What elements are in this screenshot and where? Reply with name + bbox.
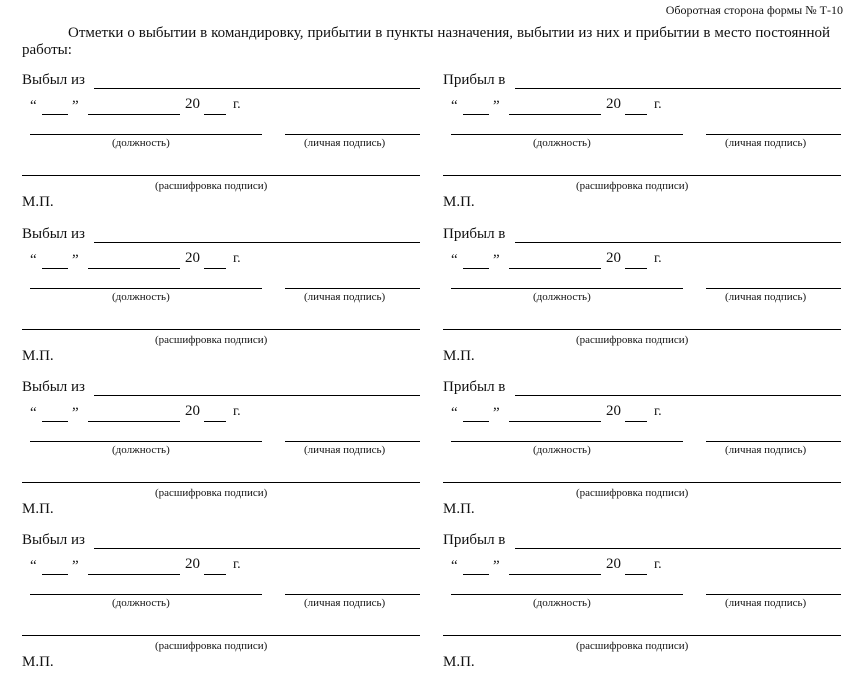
date-day-line[interactable] — [42, 421, 68, 422]
movement-label: Прибыл в — [443, 226, 506, 242]
movement-label: Выбыл из — [22, 72, 85, 88]
date-year-suffix: г. — [233, 97, 241, 112]
date-year-prefix: 20 — [606, 250, 621, 266]
date-month-line[interactable] — [88, 574, 180, 575]
form-heading: Отметки о выбытии в командировку, прибытии в пункты назначения, выбытии из них и прибытии в место постоянной работы: — [22, 25, 830, 58]
date-year-suffix: г. — [233, 251, 241, 266]
travel-mark-block — [443, 379, 855, 532]
date-year-line[interactable] — [204, 114, 226, 115]
location-line[interactable] — [515, 88, 841, 89]
signature-caption: (личная подпись) — [304, 137, 386, 149]
date-open-quote: “ — [30, 252, 37, 268]
decoding-caption: (расшифровка подписи) — [155, 640, 268, 652]
travel-mark-block — [22, 379, 442, 532]
location-line[interactable] — [515, 548, 841, 549]
date-day-line[interactable] — [463, 574, 489, 575]
stamp-label: М.П. — [22, 654, 54, 670]
date-year-prefix: 20 — [185, 250, 200, 266]
date-close-quote: ” — [493, 405, 500, 421]
date-year-line[interactable] — [204, 574, 226, 575]
decoding-line[interactable] — [22, 329, 420, 330]
movement-label: Прибыл в — [443, 379, 506, 395]
signature-line[interactable] — [285, 134, 420, 135]
decoding-caption: (расшифровка подписи) — [576, 180, 689, 192]
date-day-line[interactable] — [463, 421, 489, 422]
position-line[interactable] — [451, 288, 683, 289]
date-year-prefix: 20 — [185, 403, 200, 419]
date-close-quote: ” — [493, 98, 500, 114]
date-month-line[interactable] — [509, 114, 601, 115]
date-close-quote: ” — [72, 98, 79, 114]
date-year-line[interactable] — [204, 421, 226, 422]
date-open-quote: “ — [451, 252, 458, 268]
signature-line[interactable] — [706, 594, 841, 595]
date-open-quote: “ — [451, 98, 458, 114]
decoding-line[interactable] — [443, 635, 841, 636]
movement-label: Выбыл из — [22, 532, 85, 548]
location-line[interactable] — [94, 395, 420, 396]
position-line[interactable] — [451, 441, 683, 442]
decoding-line[interactable] — [443, 175, 841, 176]
location-line[interactable] — [94, 242, 420, 243]
signature-caption: (личная подпись) — [304, 597, 386, 609]
date-close-quote: ” — [72, 405, 79, 421]
signature-caption: (личная подпись) — [725, 597, 807, 609]
date-year-suffix: г. — [654, 251, 662, 266]
movement-label: Выбыл из — [22, 379, 85, 395]
position-line[interactable] — [30, 288, 262, 289]
date-year-suffix: г. — [654, 97, 662, 112]
date-month-line[interactable] — [509, 268, 601, 269]
signature-line[interactable] — [706, 441, 841, 442]
date-open-quote: “ — [451, 558, 458, 574]
date-year-suffix: г. — [233, 404, 241, 419]
date-day-line[interactable] — [42, 574, 68, 575]
position-line[interactable] — [451, 134, 683, 135]
date-close-quote: ” — [493, 252, 500, 268]
date-open-quote: “ — [30, 558, 37, 574]
decoding-line[interactable] — [22, 635, 420, 636]
decoding-caption: (расшифровка подписи) — [576, 334, 689, 346]
stamp-label: М.П. — [443, 194, 475, 210]
date-year-line[interactable] — [625, 574, 647, 575]
date-year-suffix: г. — [654, 404, 662, 419]
location-line[interactable] — [515, 242, 841, 243]
position-caption: (должность) — [533, 291, 591, 303]
travel-mark-block — [22, 532, 442, 685]
signature-line[interactable] — [706, 288, 841, 289]
stamp-label: М.П. — [22, 348, 54, 364]
decoding-line[interactable] — [22, 482, 420, 483]
travel-mark-block — [443, 72, 855, 225]
movement-label: Прибыл в — [443, 532, 506, 548]
position-line[interactable] — [30, 134, 262, 135]
form-reference: Оборотная сторона формы № Т-10 — [665, 3, 843, 17]
decoding-caption: (расшифровка подписи) — [576, 487, 689, 499]
location-line[interactable] — [515, 395, 841, 396]
decoding-line[interactable] — [443, 482, 841, 483]
position-caption: (должность) — [533, 137, 591, 149]
date-month-line[interactable] — [88, 114, 180, 115]
stamp-label: М.П. — [443, 501, 475, 517]
date-year-line[interactable] — [625, 114, 647, 115]
date-day-line[interactable] — [42, 114, 68, 115]
date-open-quote: “ — [30, 405, 37, 421]
position-line[interactable] — [30, 441, 262, 442]
date-close-quote: ” — [72, 558, 79, 574]
date-year-prefix: 20 — [606, 556, 621, 572]
movement-label: Прибыл в — [443, 72, 506, 88]
date-month-line[interactable] — [88, 268, 180, 269]
signature-caption: (личная подпись) — [304, 444, 386, 456]
date-year-prefix: 20 — [185, 96, 200, 112]
stamp-label: М.П. — [22, 501, 54, 517]
position-line[interactable] — [30, 594, 262, 595]
signature-line[interactable] — [285, 594, 420, 595]
date-year-suffix: г. — [233, 557, 241, 572]
date-month-line[interactable] — [88, 421, 180, 422]
position-caption: (должность) — [533, 444, 591, 456]
signature-caption: (личная подпись) — [725, 291, 807, 303]
position-caption: (должность) — [533, 597, 591, 609]
signature-line[interactable] — [285, 288, 420, 289]
travel-mark-block — [443, 226, 855, 379]
signature-caption: (личная подпись) — [725, 444, 807, 456]
travel-mark-block — [22, 226, 442, 379]
date-year-prefix: 20 — [606, 96, 621, 112]
decoding-caption: (расшифровка подписи) — [576, 640, 689, 652]
date-day-line[interactable] — [463, 268, 489, 269]
decoding-line[interactable] — [22, 175, 420, 176]
date-month-line[interactable] — [509, 574, 601, 575]
date-close-quote: ” — [493, 558, 500, 574]
stamp-label: М.П. — [22, 194, 54, 210]
date-year-line[interactable] — [625, 268, 647, 269]
location-line[interactable] — [94, 548, 420, 549]
date-year-line[interactable] — [204, 268, 226, 269]
date-year-line[interactable] — [625, 421, 647, 422]
date-year-suffix: г. — [654, 557, 662, 572]
position-caption: (должность) — [112, 291, 170, 303]
date-day-line[interactable] — [42, 268, 68, 269]
signature-line[interactable] — [285, 441, 420, 442]
travel-mark-block — [443, 532, 855, 685]
movement-label: Выбыл из — [22, 226, 85, 242]
position-line[interactable] — [451, 594, 683, 595]
stamp-label: М.П. — [443, 348, 475, 364]
decoding-caption: (расшифровка подписи) — [155, 180, 268, 192]
signature-caption: (личная подпись) — [304, 291, 386, 303]
position-caption: (должность) — [112, 137, 170, 149]
signature-line[interactable] — [706, 134, 841, 135]
date-close-quote: ” — [72, 252, 79, 268]
decoding-line[interactable] — [443, 329, 841, 330]
stamp-label: М.П. — [443, 654, 475, 670]
signature-caption: (личная подпись) — [725, 137, 807, 149]
position-caption: (должность) — [112, 597, 170, 609]
date-open-quote: “ — [30, 98, 37, 114]
date-open-quote: “ — [451, 405, 458, 421]
position-caption: (должность) — [112, 444, 170, 456]
location-line[interactable] — [94, 88, 420, 89]
date-year-prefix: 20 — [606, 403, 621, 419]
decoding-caption: (расшифровка подписи) — [155, 487, 268, 499]
travel-mark-block — [22, 72, 442, 225]
date-month-line[interactable] — [509, 421, 601, 422]
date-year-prefix: 20 — [185, 556, 200, 572]
date-day-line[interactable] — [463, 114, 489, 115]
decoding-caption: (расшифровка подписи) — [155, 334, 268, 346]
